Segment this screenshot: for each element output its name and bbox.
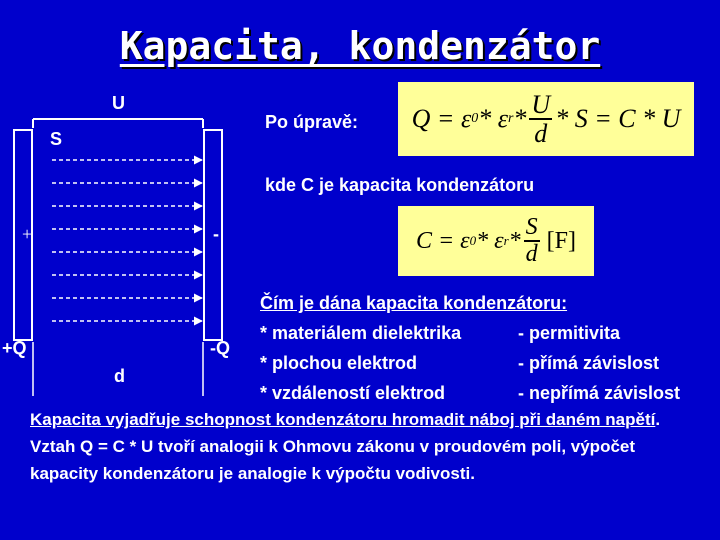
capacitor-charge-formula: Q = ε 0 * ε r * $\frac{U}{d}$ * S = C * U	[398, 82, 694, 156]
kde-text: kde C je kapacita kondenzátoru	[265, 175, 535, 195]
minus-sign: -	[213, 224, 219, 244]
capacity-factors	[260, 288, 710, 408]
positive-charge-label: +Q	[2, 338, 27, 358]
distance-label: d	[114, 366, 125, 386]
field-lines	[52, 160, 202, 321]
area-label: S	[50, 129, 63, 149]
list-item: * materiálem dielektrika - permitivita	[260, 323, 621, 343]
voltage-label: U	[112, 93, 125, 113]
summary-paragraph: Kapacita vyjadřuje schopnost kondenzátoru hromadit náboj při daném napětí. Vztah Q = C * U tvoří analogii k Ohmovu zákonu v proudovém poli, výpočet kapacity kondenzátoru je analogie k výpočtu vodivosti.	[30, 410, 661, 483]
page-title: Kapacita, kondenzátor	[119, 24, 601, 68]
po-uprave-label: Po úpravě:	[265, 112, 359, 132]
factors-heading: Čím je dána kapacita kondenzátoru:	[260, 293, 568, 313]
list-item: * plochou elektrod - přímá závislost	[260, 353, 660, 373]
plus-sign: +	[22, 224, 33, 244]
negative-charge-label: -Q	[210, 338, 230, 358]
list-item: * vzdáleností elektrod - nepřímá závislost	[260, 383, 681, 403]
capacitance-formula: C = ε 0 * ε r * $\frac{S}{d}$ [F]	[398, 206, 594, 276]
